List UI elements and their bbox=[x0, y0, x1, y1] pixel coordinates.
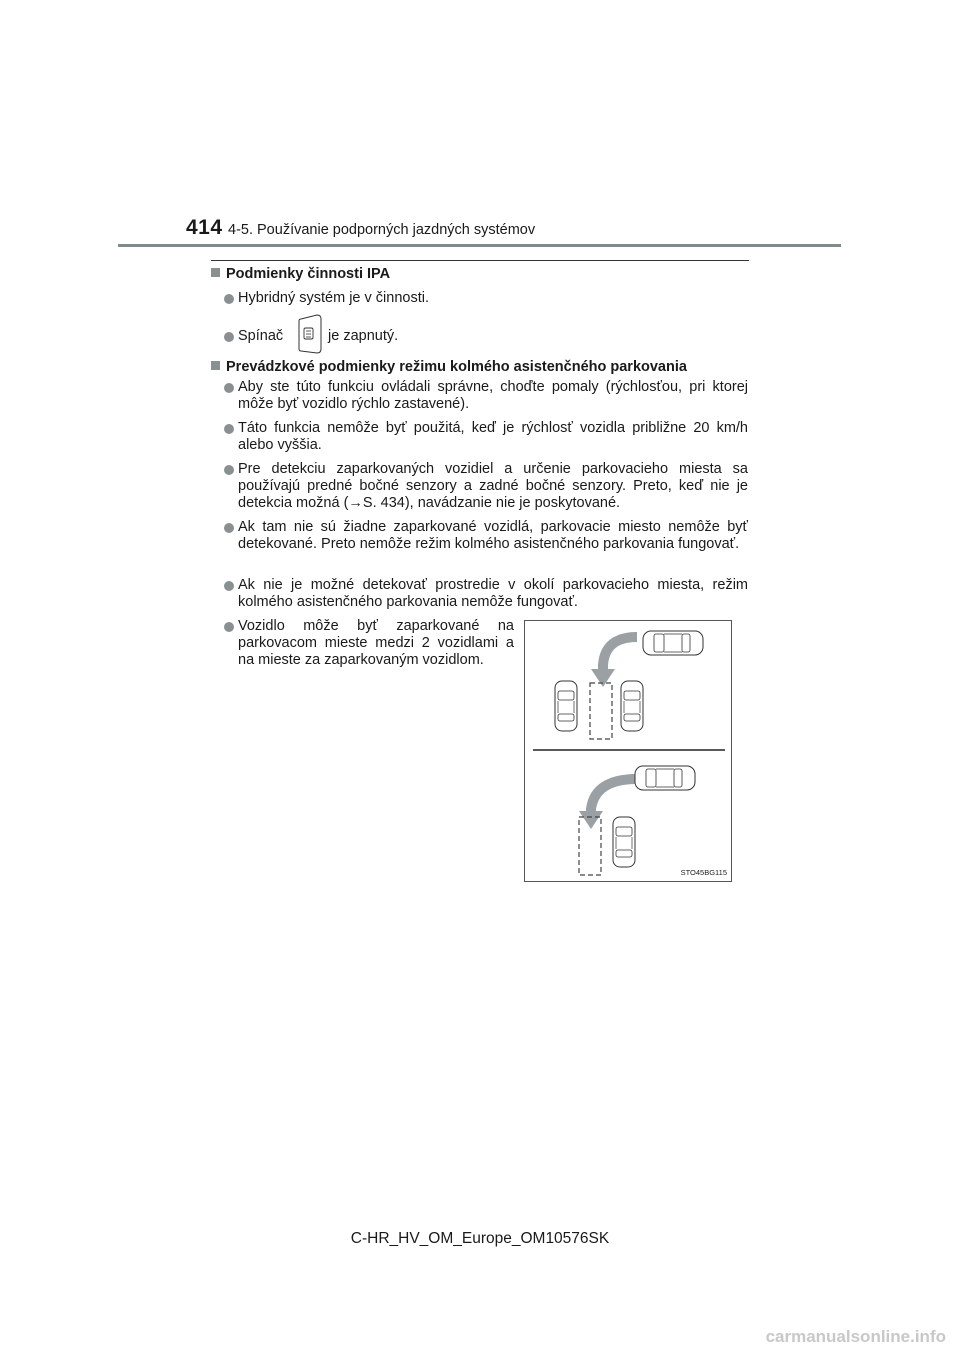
heading-ipa-conditions: Podmienky činnosti IPA bbox=[211, 266, 390, 282]
bullet-icon bbox=[224, 424, 234, 434]
switch-state-text: je zapnutý. bbox=[328, 328, 399, 344]
arrow-upper bbox=[603, 637, 637, 671]
page-number: 414 bbox=[186, 216, 223, 239]
bullet-icon bbox=[224, 294, 234, 304]
parking-space-upper bbox=[590, 683, 612, 739]
bullet-icon bbox=[224, 622, 234, 632]
parking-diagram bbox=[525, 621, 733, 883]
header-rule bbox=[118, 244, 841, 247]
bullet-icon bbox=[224, 332, 234, 342]
parking-figure bbox=[524, 620, 732, 882]
car-approaching-lower bbox=[635, 766, 695, 790]
square-bullet-icon bbox=[211, 268, 220, 277]
car-approaching-upper bbox=[643, 631, 703, 655]
bullet-icon bbox=[224, 465, 234, 475]
bullet-icon bbox=[224, 523, 234, 533]
bullet-icon bbox=[224, 383, 234, 393]
parked-car-left bbox=[555, 681, 577, 731]
arrow-head-lower bbox=[579, 811, 603, 829]
arrow-head-upper bbox=[591, 669, 615, 687]
figure-label: STO45BG115 bbox=[680, 868, 727, 877]
watermark: carmanualsonline.info bbox=[765, 1327, 946, 1346]
content-rule bbox=[211, 260, 749, 261]
ipa-switch-icon bbox=[297, 313, 323, 355]
heading-perpendicular-conditions: Prevádzkové podmienky režimu kolmého asistenčného parkovania bbox=[211, 359, 687, 375]
parked-car-lower bbox=[613, 817, 635, 867]
footer-doc-code: C-HR_HV_OM_Europe_OM10576SK bbox=[350, 1230, 610, 1247]
section-title: 4-5. Používanie podporných jazdných systémov bbox=[228, 222, 536, 238]
square-bullet-icon bbox=[211, 361, 220, 370]
bullet-icon bbox=[224, 581, 234, 591]
arrow-lower bbox=[591, 779, 637, 813]
parked-car-right bbox=[621, 681, 643, 731]
